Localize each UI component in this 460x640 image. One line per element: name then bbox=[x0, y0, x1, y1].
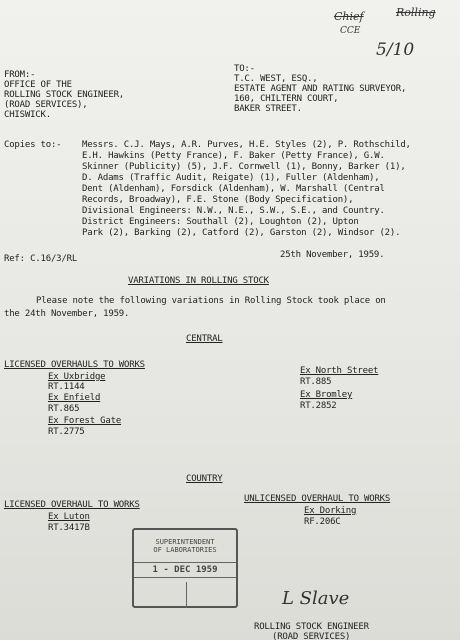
to-line: ESTATE AGENT AND RATING SURVEYOR, bbox=[234, 84, 407, 94]
stamp-line-2: OF LABORATORIES bbox=[153, 546, 217, 554]
copies-label: Copies to:- bbox=[4, 140, 62, 150]
received-stamp bbox=[132, 528, 238, 608]
intro-line: the 24th November, 1959. bbox=[4, 309, 130, 319]
stamp-date: 1 - DEC 1959 bbox=[134, 562, 236, 578]
to-line: BAKER STREET. bbox=[234, 104, 302, 114]
copies-line: Messrs. C.J. Mays, A.R. Purves, H.E. Styles (2), P. Rothschild, bbox=[82, 140, 411, 150]
country-depot: Ex Luton bbox=[48, 512, 90, 522]
to-line: 160, CHILTERN COURT, bbox=[234, 94, 339, 104]
central-depot: Ex North Street bbox=[300, 366, 379, 376]
copies-line: Divisional Engineers: N.W., N.E., S.W., S.E., and Country. bbox=[82, 206, 385, 216]
central-vehicle-code: RT.2775 bbox=[48, 427, 85, 437]
handwritten-page-mark: 5/10 bbox=[376, 40, 415, 60]
handwritten-note-3: CCE bbox=[340, 26, 361, 36]
country-licensed-heading: LICENSED OVERHAUL TO WORKS bbox=[4, 500, 140, 510]
signatory-department: (ROAD SERVICES) bbox=[272, 632, 351, 640]
from-label: FROM:- bbox=[4, 70, 36, 80]
from-line: (ROAD SERVICES), bbox=[4, 100, 88, 110]
country-unlicensed-heading: UNLICENSED OVERHAUL TO WORKS bbox=[244, 494, 391, 504]
central-depot: Ex Forest Gate bbox=[48, 416, 122, 426]
from-line: ROLLING STOCK ENGINEER, bbox=[4, 90, 125, 100]
central-vehicle-code: RT.885 bbox=[300, 377, 332, 387]
country-vehicle-code: RT.3417B bbox=[48, 523, 90, 533]
handwritten-note-1: Chief bbox=[334, 10, 364, 23]
copies-line: Dent (Aldenham), Forsdick (Aldenham), W. Marshall (Central bbox=[82, 184, 385, 194]
central-depot: Ex Enfield bbox=[48, 393, 101, 403]
handwritten-note-2: Rolling bbox=[396, 6, 436, 19]
central-licensed-heading: LICENSED OVERHAULS TO WORKS bbox=[4, 360, 145, 370]
central-depot: Ex Uxbridge bbox=[48, 372, 106, 382]
copies-line: Skinner (Publicity) (5), J.F. Cornwell (1), Bonny, Barker (1), bbox=[82, 162, 406, 172]
stamp-divider bbox=[186, 582, 187, 608]
from-line: CHISWICK. bbox=[4, 110, 51, 120]
intro-line: Please note the following variations in Rolling Stock took place on bbox=[36, 296, 386, 306]
reference-number: Ref: C.16/3/RL bbox=[4, 254, 78, 264]
copies-line: E.H. Hawkins (Petty France), F. Baker (Petty France), G.W. bbox=[82, 151, 385, 161]
central-vehicle-code: RT.1144 bbox=[48, 382, 85, 392]
copies-line: Park (2), Barking (2), Catford (2), Garston (2), Windsor (2). bbox=[82, 228, 401, 238]
central-depot: Ex Bromley bbox=[300, 390, 353, 400]
central-vehicle-code: RT.865 bbox=[48, 404, 80, 414]
central-heading: CENTRAL bbox=[186, 334, 223, 344]
stamp-department bbox=[134, 538, 236, 554]
signatory-title: ROLLING STOCK ENGINEER bbox=[254, 622, 369, 632]
to-label: TO:- bbox=[234, 64, 255, 74]
to-line: T.C. WEST, ESQ., bbox=[234, 74, 318, 84]
copies-line: District Engineers: Southall (2), Loughton (2), Upton bbox=[82, 217, 359, 227]
memo-title: VARIATIONS IN ROLLING STOCK bbox=[128, 276, 269, 286]
stamp-line-1: SUPERINTENDENT bbox=[155, 538, 215, 546]
copies-line: D. Adams (Traffic Audit, Reigate) (1), Fuller (Aldenham), bbox=[82, 173, 380, 183]
country-vehicle-code: RF.206C bbox=[304, 517, 341, 527]
country-depot: Ex Dorking bbox=[304, 506, 357, 516]
country-heading: COUNTRY bbox=[186, 474, 223, 484]
memo-date: 25th November, 1959. bbox=[280, 250, 385, 260]
copies-line: Records, Broadway), F.E. Stone (Body Specification), bbox=[82, 195, 354, 205]
central-vehicle-code: RT.2852 bbox=[300, 401, 337, 411]
signature: L Slave bbox=[282, 588, 350, 609]
from-line: OFFICE OF THE bbox=[4, 80, 72, 90]
